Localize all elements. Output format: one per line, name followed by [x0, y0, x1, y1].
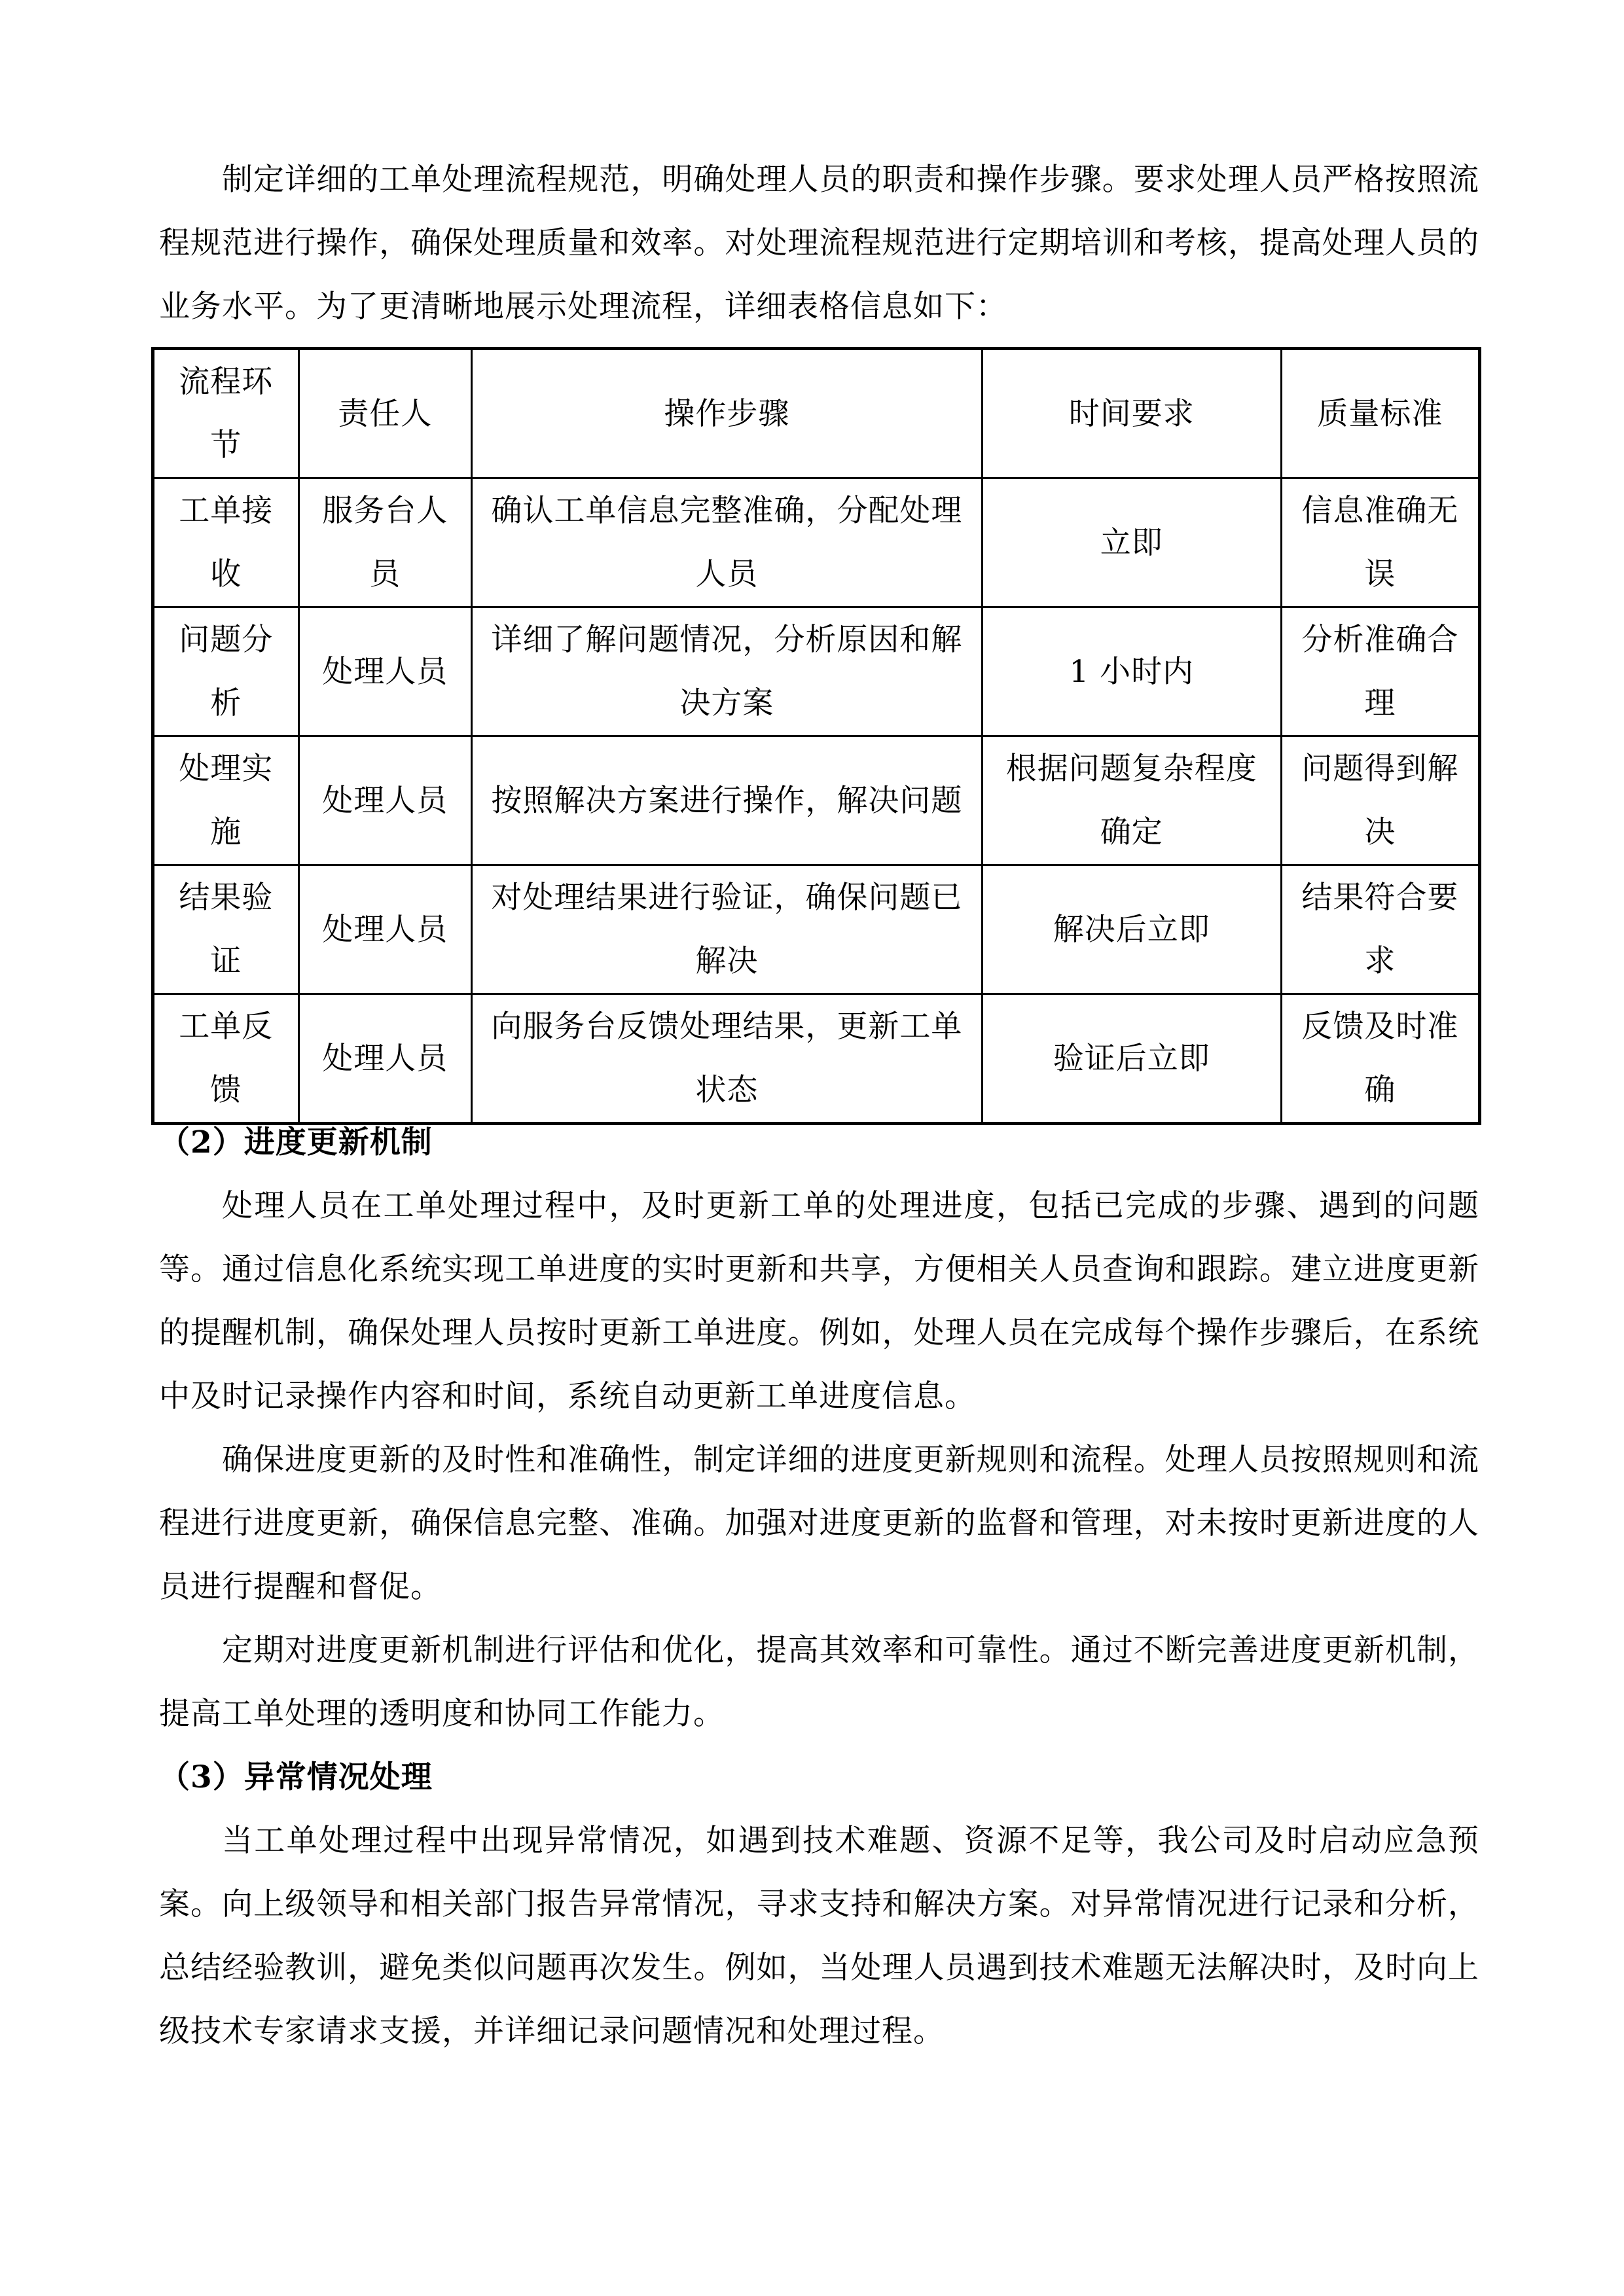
intro-paragraph: 制定详细的工单处理流程规范，明确处理人员的职责和操作步骤。要求处理人员严格按照流程规范进行操作，确保处理质量和效率。对处理流程规范进行定期培训和考核，提高处理人员的业务水平。为了更清晰地展示处理流程，详细表格信息如下： — [159, 162, 1479, 325]
header-cell: 流程环节 — [153, 349, 299, 478]
process-table — [151, 347, 1481, 1125]
table-cell: 立即 — [982, 478, 1281, 607]
header-cell: 质量标准 — [1281, 349, 1479, 478]
table-cell: 问题分析 — [153, 607, 299, 736]
table-row — [153, 736, 1480, 865]
table-cell: 详细了解问题情况，分析原因和解决方案 — [471, 607, 982, 736]
table-cell: 结果验证 — [153, 865, 299, 994]
section-heading: （2）进度更新机制 — [159, 1124, 433, 1160]
table-row — [153, 478, 1480, 607]
section-heading: （3）异常情况处理 — [159, 1759, 433, 1795]
table-cell: 问题得到解决 — [1281, 736, 1479, 865]
paragraph: 处理人员在工单处理过程中，及时更新工单的处理进度，包括已完成的步骤、遇到的问题等。通过信息化系统实现工单进度的实时更新和共享，方便相关人员查询和跟踪。建立进度更新的提醒机制，确保处理人员按时更新工单进度。例如，处理人员在完成每个操作步骤后，在系统中及时记录操作内容和时间，系统自动更新工单进度信息。 — [159, 1188, 1479, 1414]
table-cell: 服务台人员 — [298, 478, 471, 607]
section-progress-update — [159, 1111, 1479, 2063]
table-row — [153, 607, 1480, 736]
table-cell: 处理人员 — [298, 865, 471, 994]
table-cell: 处理人员 — [298, 736, 471, 865]
paragraph: 确保进度更新的及时性和准确性，制定详细的进度更新规则和流程。处理人员按照规则和流程进行进度更新，确保信息完整、准确。加强对进度更新的监督和管理，对未按时更新进度的人员进行提醒和督促。 — [159, 1442, 1479, 1605]
paragraph: 定期对进度更新机制进行评估和优化，提高其效率和可靠性。通过不断完善进度更新机制，提高工单处理的透明度和协同工作能力。 — [159, 1632, 1479, 1732]
table-cell: 处理人员 — [298, 994, 471, 1124]
table-cell: 处理实施 — [153, 736, 299, 865]
intro-section — [159, 148, 1479, 338]
table-cell: 按照解决方案进行操作，解决问题 — [471, 736, 982, 865]
table-row — [153, 865, 1480, 994]
table-cell: 向服务台反馈处理结果，更新工单状态 — [471, 994, 982, 1124]
table-cell: 解决后立即 — [982, 865, 1281, 994]
table-cell: 工单接收 — [153, 478, 299, 607]
table-cell: 反馈及时准确 — [1281, 994, 1479, 1124]
table-cell: 处理人员 — [298, 607, 471, 736]
table-cell: 根据问题复杂程度确定 — [982, 736, 1281, 865]
table-cell: 1 小时内 — [982, 607, 1281, 736]
table-cell: 确认工单信息完整准确，分配处理人员 — [471, 478, 982, 607]
header-cell: 操作步骤 — [471, 349, 982, 478]
paragraph: 当工单处理过程中出现异常情况，如遇到技术难题、资源不足等，我公司及时启动应急预案。向上级领导和相关部门报告异常情况，寻求支持和解决方案。对异常情况进行记录和分析，总结经验教训，避免类似问题再次发生。例如，当处理人员遇到技术难题无法解决时，及时向上级技术专家请求支援，并详细记录问题情况和处理过程。 — [159, 1823, 1479, 2049]
header-cell: 责任人 — [298, 349, 471, 478]
table-cell: 验证后立即 — [982, 994, 1281, 1124]
table-row — [153, 994, 1480, 1124]
table-cell: 对处理结果进行验证，确保问题已解决 — [471, 865, 982, 994]
header-cell: 时间要求 — [982, 349, 1281, 478]
table-cell: 信息准确无误 — [1281, 478, 1479, 607]
table-cell: 结果符合要求 — [1281, 865, 1479, 994]
table-cell: 分析准确合理 — [1281, 607, 1479, 736]
table-cell: 工单反馈 — [153, 994, 299, 1124]
table-header-row — [153, 349, 1480, 478]
